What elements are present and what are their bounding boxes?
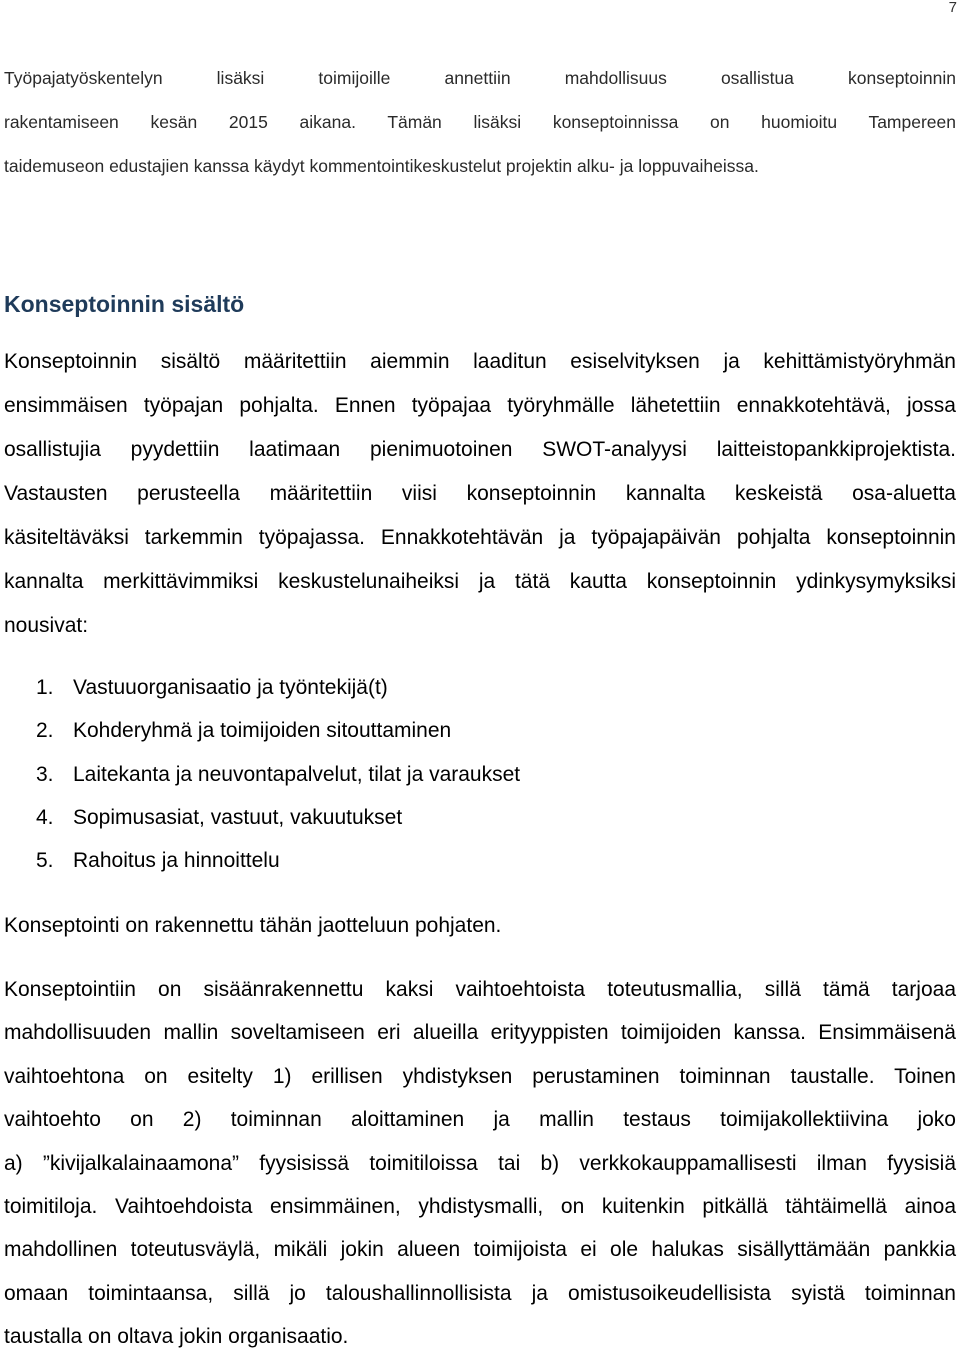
list-item-text: Kohderyhmä ja toimijoiden sitouttaminen <box>73 719 452 743</box>
list-item-text: Vastuuorganisaatio ja työntekijä(t) <box>73 676 388 699</box>
paragraph-line: vaihtoehto on 2) toiminnan aloittaminen ja mallin testaus toimijakollektiivina joko <box>4 1108 956 1132</box>
list-item-number: 1. <box>36 676 54 699</box>
paragraph-line: Konseptointi on rakennettu tähän jaotteluun pohjaten. <box>4 914 502 937</box>
list-item-number: 4. <box>36 805 54 829</box>
list-item-number: 5. <box>36 849 54 872</box>
paragraph-line: Työpajatyöskentelyn lisäksi toimijoille annettiin mahdollisuus osallistua konseptoinnin <box>4 68 956 88</box>
page-number: 7 <box>948 0 957 16</box>
summary-paragraph <box>4 912 956 940</box>
paragraph-line: taidemuseon edustajien kanssa käydyt kommentointikeskustelut projektin alku- ja loppuvaiheissa. <box>4 156 759 176</box>
paragraph-line: Konseptoinnin sisältö määritettiin aiemmin laaditun esiselvityksen ja kehittämistyöryhmän <box>4 350 956 373</box>
topic-list <box>4 674 956 875</box>
section-heading: Konseptoinnin sisältö <box>4 291 245 317</box>
paragraph-line: vaihtoehtona on esitelty 1) erillisen yhdistyksen perustaminen toiminnan taustalle. Toinen <box>4 1064 956 1088</box>
paragraph-line: kannalta merkittävimmiksi keskustelunaiheiksi ja tätä kautta konseptoinnin ydinkysymyksiksi <box>4 570 956 593</box>
paragraph-line: toimitiloja. Vaihtoehdoista ensimmäinen, yhdistysmalli, on kuitenkin pitkällä tähtäimellä ainoa <box>4 1194 956 1218</box>
paragraph-line: osallistujia pyydettiin laatimaan pienimuotoinen SWOT-analyysi laitteistopankkiprojektista. <box>4 438 956 461</box>
paragraph-line: mahdollisuuden mallin soveltamiseen eri alueilla erityyppisten toimijoiden kanssa. Ensimmäisenä <box>4 1021 956 1045</box>
list-item <box>4 847 956 875</box>
list-item-number: 2. <box>36 719 54 743</box>
list-item <box>4 674 956 702</box>
paragraph-line: Vastausten perusteella määritettiin viisi konseptoinnin kannalta keskeistä osa-aluetta <box>4 482 956 505</box>
list-item <box>4 804 956 832</box>
list-item-text: Sopimusasiat, vastuut, vakuutukset <box>73 805 403 829</box>
list-item-text: Laitekanta ja neuvontapalvelut, tilat ja varaukset <box>73 762 521 786</box>
paragraph-line: taustalla on oltava jokin organisaatio. <box>4 1325 349 1348</box>
paragraph-line: ensimmäisen työpajan pohjalta. Ennen työpajaa työryhmälle lähetettiin ennakkotehtävä, jossa <box>4 394 956 417</box>
paragraph-line: käsiteltäväksi tarkemmin työpajassa. Ennakkotehtävän ja työpajapäivän pohjalta konseptoinnin <box>4 526 956 549</box>
list-item <box>4 717 956 745</box>
paragraph-line: mahdollinen toteutusväylä, mikäli jokin alueen toimijoista ei ole halukas sisällyttämään pankkia <box>4 1238 956 1262</box>
intro-paragraph <box>4 64 956 180</box>
paragraph-line: nousivat: <box>4 614 89 637</box>
paragraph-line: Konseptointiin on sisäänrakennettu kaksi vaihtoehtoista toteutusmallia, sillä tämä tarjoaa <box>4 978 956 1001</box>
list-item-number: 3. <box>36 762 54 786</box>
body-paragraph <box>4 348 956 640</box>
paragraph-line: omaan toimintaansa, sillä jo taloushallinnollisista ja omistusoikeudellisista syistä toiminnan <box>4 1281 956 1305</box>
list-item <box>4 761 956 789</box>
models-paragraph <box>4 976 956 1351</box>
paragraph-line: rakentamiseen kesän 2015 aikana. Tämän lisäksi konseptoinnissa on huomioitu Tampereen <box>4 112 956 132</box>
list-item-text: Rahoitus ja hinnoittelu <box>73 849 280 872</box>
paragraph-line: a) ”kivijalkalainaamona” fyysisissä toimitiloissa tai b) verkkokauppamallisesti ilman fyysisiä <box>4 1151 956 1175</box>
